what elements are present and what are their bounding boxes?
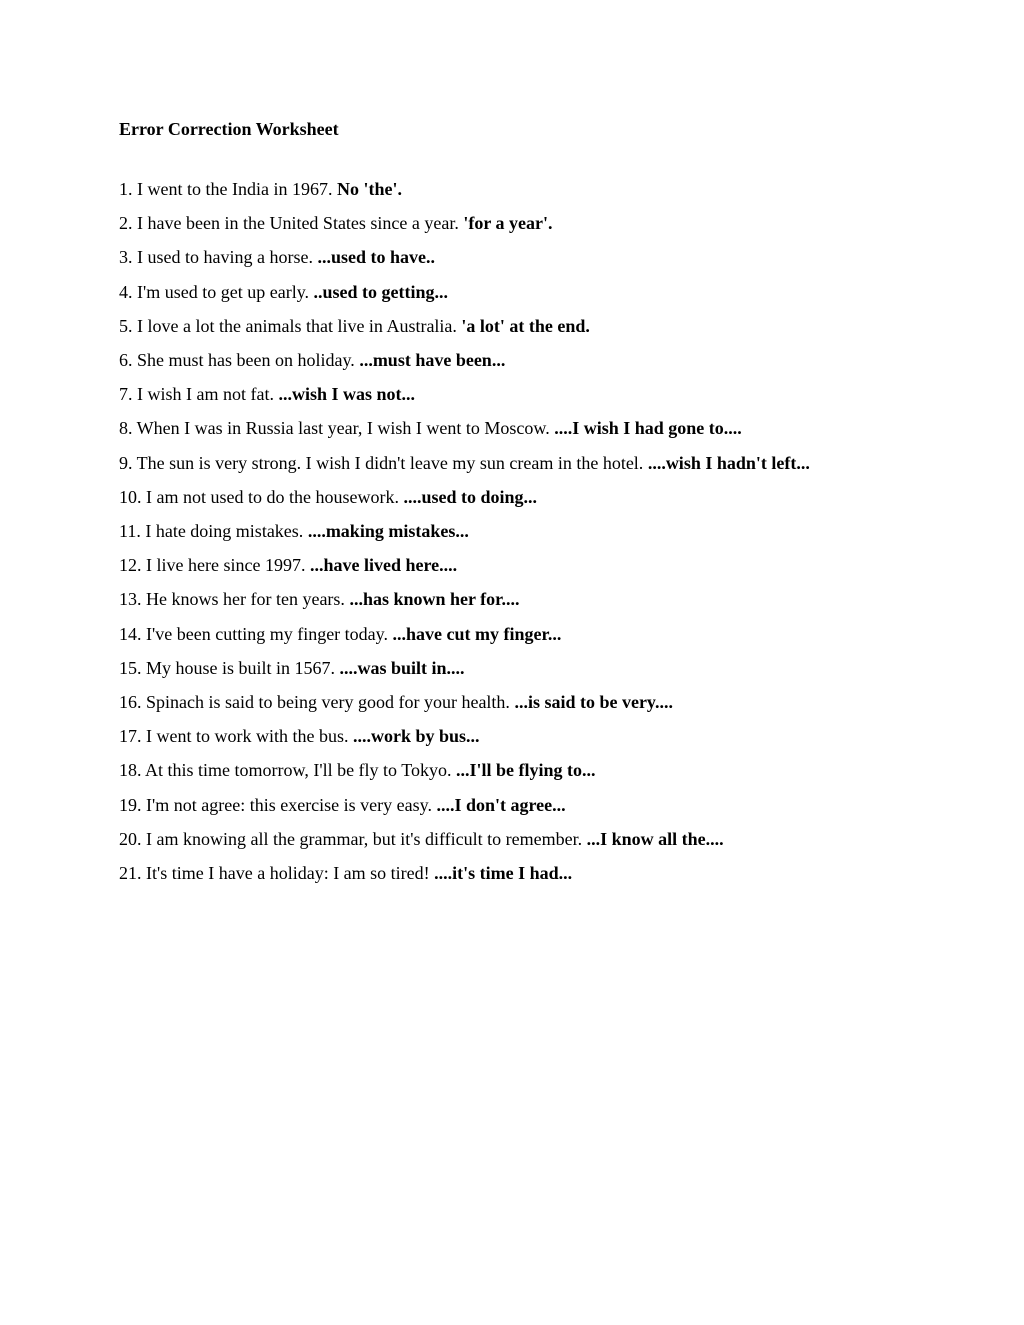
list-item: [119, 240, 909, 274]
correction-answer: ....wish I hadn't left...: [647, 452, 810, 473]
list-item: [119, 514, 909, 548]
list-item: [119, 309, 909, 343]
sentence-text: 7. I wish I am not fat.: [119, 384, 274, 405]
sentence-text: 8. When I was in Russia last year, I wish I went to Moscow.: [119, 418, 550, 439]
correction-answer: No 'the'.: [336, 179, 402, 199]
sentence-text: 17. I went to work with the bus.: [119, 726, 349, 747]
correction-answer: 'a lot' at the end.: [461, 315, 590, 336]
list-item: [119, 377, 909, 411]
list-item: [119, 617, 909, 651]
list-item: [119, 275, 909, 309]
sentence-text: 21. It's time I have a holiday: I am so tired!: [119, 863, 430, 884]
list-item: [119, 788, 909, 822]
correction-answer: ...I know all the....: [586, 828, 724, 849]
list-item: [119, 172, 909, 206]
list-item: [119, 651, 909, 685]
sentence-text: 3. I used to having a horse.: [119, 247, 313, 268]
list-item: [119, 548, 909, 582]
sentence-text: 20. I am knowing all the grammar, but it's difficult to remember.: [119, 828, 583, 849]
correction-answer: ....I wish I had gone to....: [554, 418, 742, 439]
list-item: [119, 753, 909, 787]
sentence-text: 11. I hate doing mistakes.: [119, 521, 304, 542]
correction-answer: ..used to getting...: [313, 281, 449, 302]
correction-answer: ....I don't agree...: [436, 794, 566, 815]
sentence-text: 13. He knows her for ten years.: [119, 589, 345, 610]
correction-answer: ...is said to be very....: [514, 692, 673, 713]
list-item: [119, 822, 909, 856]
sentence-text: 15. My house is built in 1567.: [119, 657, 336, 678]
list-item: [119, 446, 909, 480]
list-item: [119, 206, 909, 240]
list-item: [119, 856, 909, 890]
error-correction-list: [119, 172, 909, 890]
sentence-text: 9. The sun is very strong. I wish I didn't leave my sun cream in the hotel.: [119, 452, 644, 473]
sentence-text: 5. I love a lot the animals that live in Australia.: [119, 315, 457, 336]
correction-answer: ...has known her for....: [349, 589, 520, 610]
sentence-text: 6. She must has been on holiday.: [119, 350, 355, 371]
list-item: [119, 719, 909, 753]
correction-answer: ...used to have..: [317, 247, 435, 268]
correction-answer: ....work by bus...: [352, 726, 480, 747]
correction-answer: ...wish I was not...: [278, 384, 415, 405]
sentence-text: 2. I have been in the United States since a year.: [119, 213, 459, 234]
list-item: [119, 582, 909, 616]
worksheet-title: Error Correction Worksheet: [119, 119, 339, 139]
sentence-text: 14. I've been cutting my finger today.: [119, 623, 388, 644]
correction-answer: ....making mistakes...: [307, 521, 469, 542]
sentence-text: 18. At this time tomorrow, I'll be fly to Tokyo.: [119, 760, 452, 781]
sentence-text: 10. I am not used to do the housework.: [119, 486, 399, 507]
correction-answer: ...have lived here....: [309, 555, 458, 576]
correction-answer: ...must have been...: [359, 350, 506, 371]
correction-answer: ....was built in....: [339, 657, 465, 678]
sentence-text: 4. I'm used to get up early.: [119, 281, 310, 302]
list-item: [119, 343, 909, 377]
sentence-text: 16. Spinach is said to being very good for your health.: [119, 692, 510, 713]
correction-answer: ....used to doing...: [403, 486, 538, 507]
correction-answer: ...I'll be flying to...: [455, 760, 596, 781]
correction-answer: 'for a year'.: [463, 213, 553, 234]
worksheet-page: [119, 116, 909, 890]
list-item: [119, 411, 909, 445]
list-item: [119, 480, 909, 514]
correction-answer: ...have cut my finger...: [392, 623, 562, 644]
sentence-text: 19. I'm not agree: this exercise is very easy.: [119, 794, 432, 815]
correction-answer: ....it's time I had...: [434, 863, 573, 884]
sentence-text: 1. I went to the India in 1967.: [119, 179, 333, 199]
list-item: [119, 685, 909, 719]
sentence-text: 12. I live here since 1997.: [119, 555, 306, 576]
